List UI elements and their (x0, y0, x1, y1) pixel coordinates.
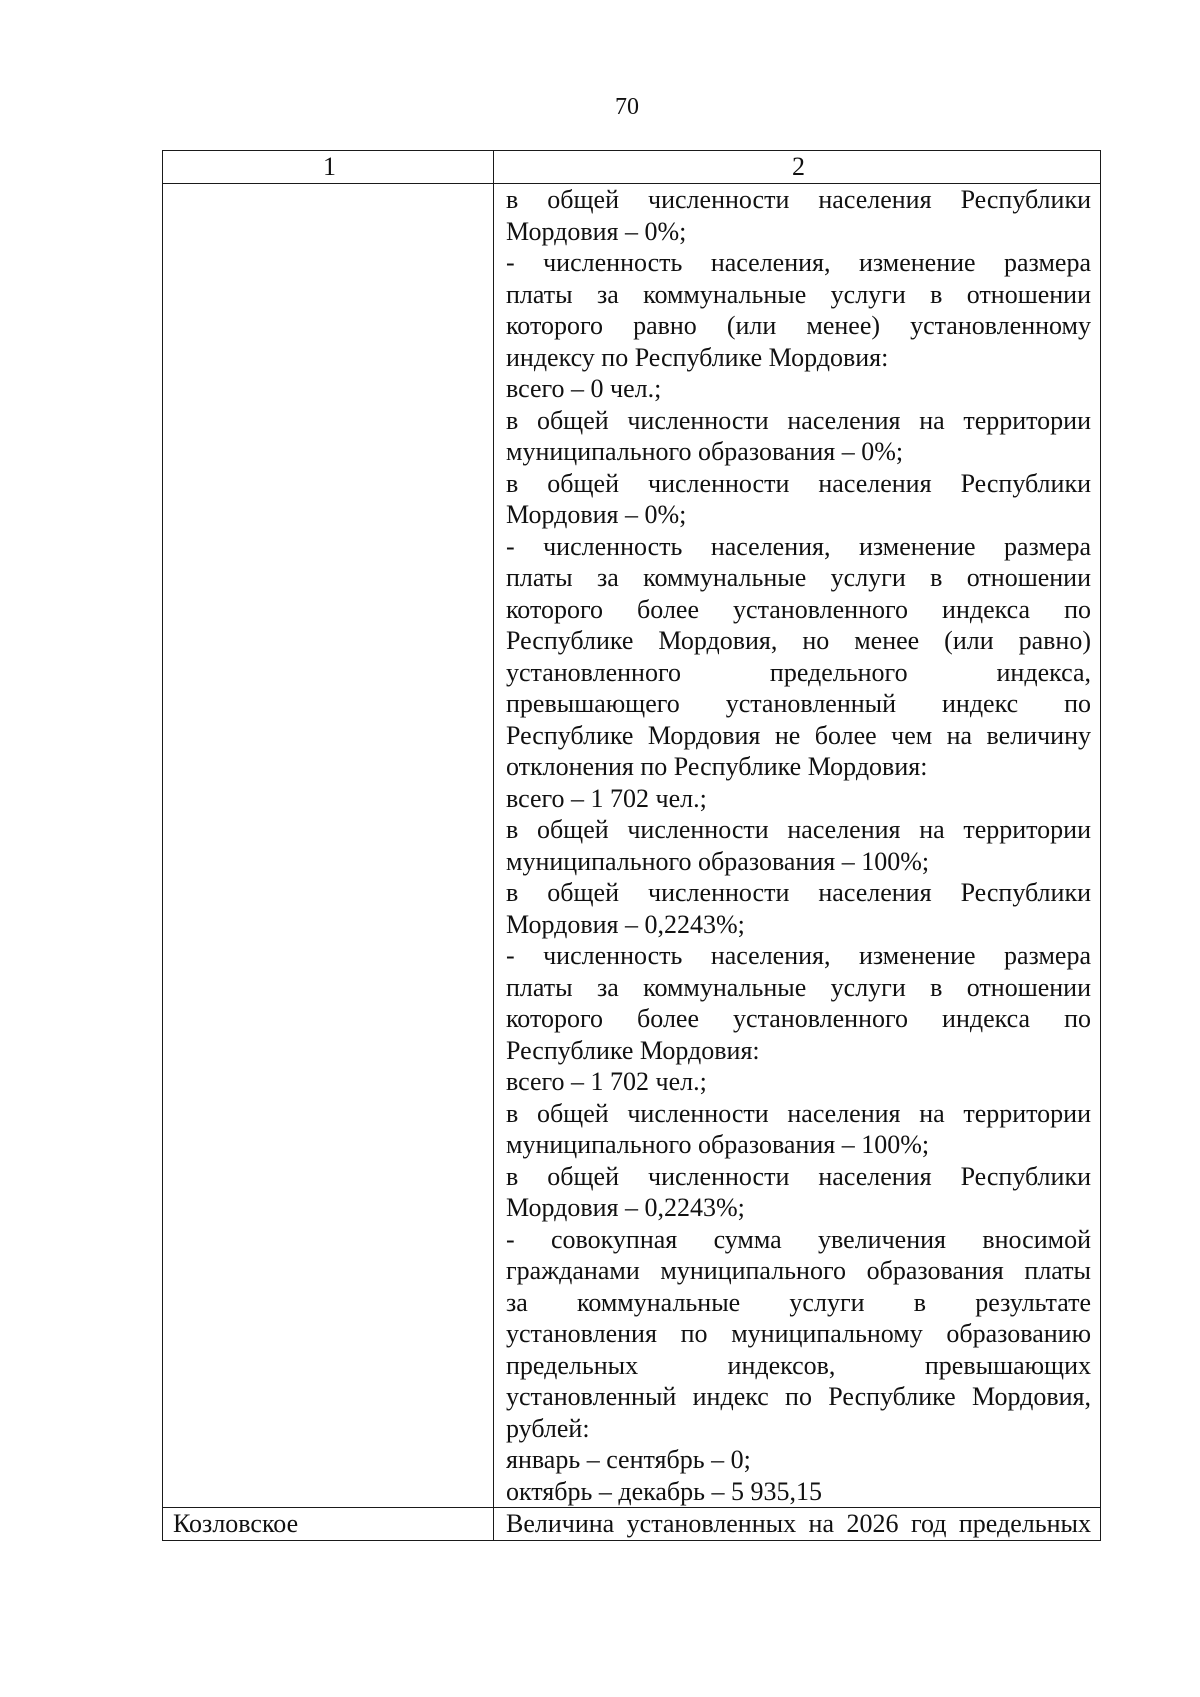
text-line: в общей численности населения Республики (506, 185, 1091, 214)
text-line: всего – 1 702 чел.; (506, 1067, 707, 1096)
text-line: в общей численности населения Республики (506, 468, 1091, 498)
text-line: установленный индекс по Республике Мордовия, (506, 1382, 1091, 1411)
text-line: которого равно (или менее) установленному (506, 311, 1091, 340)
page-number: 70 (615, 94, 639, 120)
text-line: январь – сентябрь – 0; (506, 1445, 751, 1474)
text-line: платы за коммунальные услуги в отношении (506, 279, 1091, 309)
column-header-2: 2 (494, 151, 1101, 184)
table-header (163, 151, 1101, 184)
column-header-1: 1 (163, 151, 494, 184)
text-line: - численность населения, изменение размера (506, 941, 1091, 970)
text-line: за коммунальные услуги в результате (506, 1287, 1091, 1317)
text-line: муниципального образования – 100%; (506, 1130, 930, 1159)
indicator-cell (494, 184, 1101, 1508)
text-line: муниципального образования – 0%; (506, 437, 904, 466)
text-line: в общей численности населения Республики (506, 878, 1091, 907)
text-line: в общей численности населения Республики (506, 1161, 1091, 1191)
text-line: - численность населения, изменение размера (506, 248, 1091, 277)
text-line: Республике Мордовия не более чем на величину (506, 720, 1091, 750)
indices-table (162, 150, 1101, 1541)
text-line: Величина установленных на 2026 год предельных (506, 1509, 1091, 1538)
text-line: - совокупная сумма увеличения вносимой (506, 1224, 1091, 1254)
municipality-cell (163, 184, 494, 1508)
text-line: отклонения по Республике Мордовия: (506, 752, 928, 781)
text-line: платы за коммунальные услуги в отношении (506, 972, 1091, 1002)
table-row (163, 184, 1101, 1508)
text-line: Республике Мордовия: (506, 1035, 760, 1065)
text-line: Мордовия – 0%; (506, 500, 687, 529)
text-line: муниципального образования – 100%; (506, 846, 930, 876)
text-line: превышающего установленный индекс по (506, 689, 1091, 718)
text-line: установления по муниципальному образованию (506, 1319, 1091, 1348)
text-line: установленного предельного индекса, (506, 657, 1091, 687)
text-line: предельных индексов, превышающих (506, 1350, 1091, 1380)
table-body (163, 184, 1101, 1541)
text-line: Мордовия – 0,2243%; (506, 909, 745, 939)
text-line: рублей: (506, 1413, 590, 1443)
municipality-cell: Козловское (163, 1508, 494, 1541)
text-line: гражданами муниципального образования платы (506, 1256, 1091, 1285)
indicator-cell (494, 1508, 1101, 1541)
text-line: - численность населения, изменение размера (506, 531, 1091, 561)
text-line: Мордовия – 0,2243%; (506, 1193, 745, 1222)
text-line: в общей численности населения на территории (506, 815, 1091, 844)
table-header-row (163, 151, 1101, 184)
text-line: в общей численности населения на территории (506, 1098, 1091, 1128)
text-line: Мордовия – 0%; (506, 216, 687, 246)
text-line: октябрь – декабрь – 5 935,15 (506, 1476, 822, 1506)
text-line: платы за коммунальные услуги в отношении (506, 563, 1091, 592)
text-line: Республике Мордовия, но менее (или равно) (506, 626, 1091, 655)
text-line: которого более установленного индекса по (506, 1004, 1091, 1033)
text-line: всего – 1 702 чел.; (506, 783, 707, 813)
text-line: которого более установленного индекса по (506, 594, 1091, 624)
table-row (163, 1508, 1101, 1541)
text-line: в общей численности населения на территории (506, 405, 1091, 435)
text-line: всего – 0 чел.; (506, 374, 662, 403)
text-line: индексу по Республике Мордовия: (506, 342, 889, 372)
